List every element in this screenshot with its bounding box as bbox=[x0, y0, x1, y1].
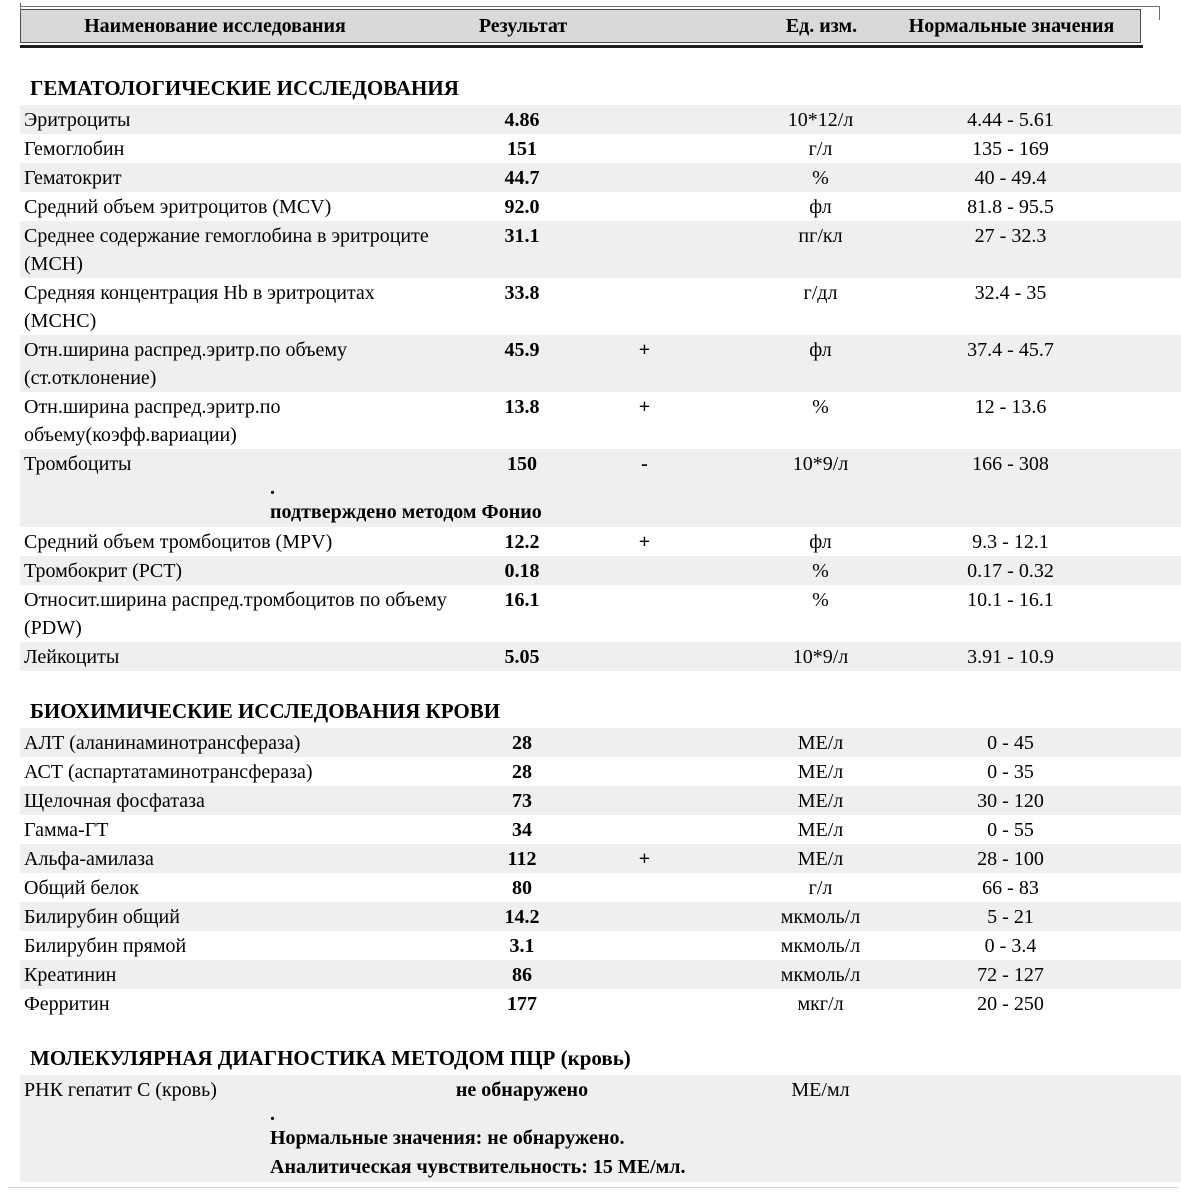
row-range: 20 - 250 bbox=[977, 993, 1044, 1015]
table-row-main bbox=[20, 931, 1141, 960]
row-unit: 10*9/л bbox=[792, 646, 849, 668]
table-top-border bbox=[20, 6, 1160, 7]
table-row bbox=[20, 786, 1181, 815]
column-header-range: Нормальные значения bbox=[908, 14, 1115, 37]
table-row-main bbox=[20, 192, 1141, 221]
column-header-name: Наименование исследования bbox=[84, 14, 346, 37]
table-row-main bbox=[20, 728, 1141, 757]
row-unit: г/л bbox=[808, 877, 833, 899]
row-flag: + bbox=[638, 339, 651, 361]
row-flag: + bbox=[638, 531, 651, 553]
row-name: Гемоглобин bbox=[24, 138, 125, 160]
row-range: 0.17 - 0.32 bbox=[967, 560, 1054, 582]
row-range: 12 - 13.6 bbox=[974, 396, 1047, 418]
row-unit: 10*9/л bbox=[792, 453, 849, 475]
row-result: 0.18 bbox=[504, 560, 540, 582]
row-result: 150 bbox=[507, 453, 537, 475]
row-flag: + bbox=[638, 396, 651, 418]
table-row bbox=[20, 960, 1181, 989]
row-unit: пг/кл bbox=[798, 225, 843, 247]
row-unit: % bbox=[812, 560, 829, 582]
row-range: 28 - 100 bbox=[977, 848, 1044, 870]
row-range: 0 - 45 bbox=[987, 732, 1034, 754]
table-header-row bbox=[20, 9, 1141, 43]
row-name: Среднее содержание гемоглобина в эритроците (MCH) bbox=[24, 225, 429, 275]
row-flag bbox=[592, 192, 697, 221]
row-name: Щелочная фосфатаза bbox=[24, 790, 205, 812]
row-flag bbox=[592, 931, 697, 960]
row-flag bbox=[592, 989, 697, 1018]
row-result: 92.0 bbox=[504, 196, 540, 218]
row-flag bbox=[592, 221, 697, 278]
row-flag bbox=[592, 815, 697, 844]
row-result: 33.8 bbox=[504, 282, 540, 304]
row-unit: г/л bbox=[808, 138, 833, 160]
row-range: 40 - 49.4 bbox=[974, 167, 1047, 189]
row-unit: МЕ/л bbox=[797, 761, 844, 783]
table-row-main bbox=[20, 989, 1141, 1018]
row-name: Ферритин bbox=[24, 993, 110, 1015]
table-row bbox=[20, 902, 1181, 931]
row-range: 81.8 - 95.5 bbox=[967, 196, 1054, 218]
row-unit: МЕ/л bbox=[797, 732, 844, 754]
table-row bbox=[20, 728, 1181, 757]
row-unit: 10*12/л bbox=[787, 109, 854, 131]
row-name: Средний объем тромбоцитов (MPV) bbox=[24, 531, 333, 553]
row-result: 177 bbox=[507, 993, 537, 1015]
table-row-main bbox=[20, 757, 1141, 786]
table-row bbox=[20, 392, 1181, 449]
row-flag bbox=[592, 134, 697, 163]
row-note: Аналитическая чувствительность: 15 МЕ/мл. bbox=[270, 1156, 686, 1178]
table-row-main bbox=[20, 134, 1141, 163]
row-name: Билирубин прямой bbox=[24, 935, 187, 957]
row-range: 4.44 - 5.61 bbox=[967, 109, 1054, 131]
table-row bbox=[20, 989, 1181, 1018]
column-header-unit: Ед. изм. bbox=[785, 14, 858, 37]
row-flag bbox=[592, 556, 697, 585]
row-result: 4.86 bbox=[504, 109, 540, 131]
row-unit: фл bbox=[809, 339, 832, 361]
row-name: Средняя концентрация Hb в эритроцитах (MCHC) bbox=[24, 282, 375, 332]
table-row bbox=[20, 844, 1181, 873]
row-range: 30 - 120 bbox=[977, 790, 1044, 812]
table-row bbox=[20, 335, 1181, 392]
table-row-main bbox=[20, 815, 1141, 844]
row-name: Тромбоциты bbox=[24, 453, 132, 475]
row-range: 27 - 32.3 bbox=[974, 225, 1047, 247]
row-flag bbox=[592, 786, 697, 815]
table-row-main bbox=[20, 278, 1141, 335]
table-row bbox=[20, 278, 1181, 335]
table-row bbox=[20, 931, 1181, 960]
row-flag: + bbox=[638, 848, 651, 870]
row-result: 28 bbox=[512, 761, 532, 783]
table-row bbox=[20, 815, 1181, 844]
column-header-result: Результат bbox=[478, 14, 568, 37]
table-row-main bbox=[20, 960, 1141, 989]
row-flag bbox=[592, 1075, 697, 1104]
table-row bbox=[20, 585, 1181, 642]
row-range: 3.91 - 10.9 bbox=[967, 646, 1054, 668]
row-range: 0 - 3.4 bbox=[984, 935, 1037, 957]
section-rows bbox=[20, 105, 1181, 671]
row-name: Средний объем эритроцитов (MCV) bbox=[24, 196, 332, 218]
row-name: Тромбокрит (PCT) bbox=[24, 560, 183, 582]
row-range: 72 - 127 bbox=[977, 964, 1044, 986]
table-row-main bbox=[20, 335, 1141, 392]
row-result: 34 bbox=[512, 819, 532, 841]
row-name: Гамма-ГТ bbox=[24, 819, 109, 841]
row-unit: % bbox=[812, 396, 829, 418]
row-result: 86 bbox=[512, 964, 532, 986]
table-row-main bbox=[20, 873, 1141, 902]
row-unit: мкг/л bbox=[797, 993, 844, 1015]
row-name: Билирубин общий bbox=[24, 906, 180, 928]
table-row bbox=[20, 757, 1181, 786]
row-unit: % bbox=[812, 167, 829, 189]
row-range: 10.1 - 16.1 bbox=[967, 589, 1054, 611]
row-range bbox=[880, 1075, 1141, 1104]
row-flag bbox=[592, 873, 697, 902]
row-note: . bbox=[270, 477, 275, 499]
row-name: Креатинин bbox=[24, 964, 117, 986]
row-result: не обнаружено bbox=[455, 1079, 589, 1101]
table-row bbox=[20, 556, 1181, 585]
row-result: 16.1 bbox=[504, 589, 540, 611]
table-row bbox=[20, 221, 1181, 278]
row-name: Гематокрит bbox=[24, 167, 122, 189]
row-name: АСТ (аспартатаминотрансфераза) bbox=[24, 761, 313, 783]
row-unit: фл bbox=[809, 531, 832, 553]
row-unit: МЕ/мл bbox=[791, 1079, 850, 1101]
row-flag bbox=[592, 105, 697, 134]
row-note: . bbox=[270, 1103, 275, 1125]
row-unit: г/дл bbox=[803, 282, 838, 304]
row-unit: МЕ/л bbox=[797, 790, 844, 812]
section-title: БИОХИМИЧЕСКИЕ ИССЛЕДОВАНИЯ КРОВИ bbox=[30, 699, 501, 723]
row-flag bbox=[592, 728, 697, 757]
row-range: 166 - 308 bbox=[972, 453, 1049, 475]
row-flag bbox=[592, 757, 697, 786]
row-range: 66 - 83 bbox=[982, 877, 1039, 899]
section-biochemistry bbox=[20, 697, 1181, 1018]
table-row-main bbox=[20, 392, 1141, 449]
row-name: Альфа-амилаза bbox=[24, 848, 154, 870]
table-row bbox=[20, 527, 1181, 556]
row-unit: МЕ/л bbox=[797, 848, 844, 870]
row-unit: МЕ/л bbox=[797, 819, 844, 841]
row-name: Относит.ширина распред.тромбоцитов по объему (PDW) bbox=[24, 589, 447, 639]
table-row-main bbox=[20, 556, 1141, 585]
row-result: 44.7 bbox=[504, 167, 540, 189]
table-row bbox=[20, 163, 1181, 192]
row-flag bbox=[592, 642, 697, 671]
table-row-main bbox=[20, 527, 1141, 556]
section-hematology bbox=[20, 74, 1181, 671]
row-result: 14.2 bbox=[504, 906, 540, 928]
row-name: Эритроциты bbox=[24, 109, 131, 131]
row-flag bbox=[592, 960, 697, 989]
row-flag: - bbox=[641, 453, 648, 475]
table-row bbox=[20, 873, 1181, 902]
row-result: 112 bbox=[507, 848, 537, 870]
row-flag bbox=[592, 902, 697, 931]
section-title: ГЕМАТОЛОГИЧЕСКИЕ ИССЛЕДОВАНИЯ bbox=[30, 76, 459, 100]
row-result: 151 bbox=[507, 138, 537, 160]
row-range: 0 - 35 bbox=[987, 761, 1034, 783]
table-row-main bbox=[20, 221, 1141, 278]
section-title: МОЛЕКУЛЯРНАЯ ДИАГНОСТИКА МЕТОДОМ ПЦР (кровь) bbox=[30, 1046, 631, 1070]
table-row-main bbox=[20, 786, 1141, 815]
table-row-main bbox=[20, 844, 1141, 873]
table-row-main bbox=[20, 1075, 1141, 1104]
row-name: АЛТ (аланинаминотрансфераза) bbox=[24, 732, 301, 754]
table-row-main bbox=[20, 163, 1141, 192]
row-range: 9.3 - 12.1 bbox=[972, 531, 1049, 553]
table-row-main bbox=[20, 585, 1141, 642]
row-range: 135 - 169 bbox=[972, 138, 1049, 160]
table-row bbox=[20, 1075, 1181, 1182]
row-name: Отн.ширина распред.эритр.по объему (ст.отклонение) bbox=[24, 339, 348, 389]
row-flag bbox=[592, 163, 697, 192]
row-range: 37.4 - 45.7 bbox=[967, 339, 1054, 361]
row-range: 0 - 55 bbox=[987, 819, 1034, 841]
table-row bbox=[20, 192, 1181, 221]
row-note: Нормальные значения: не обнаружено. bbox=[270, 1127, 625, 1149]
row-result: 80 bbox=[512, 877, 532, 899]
row-result: 73 bbox=[512, 790, 532, 812]
page-bottom-rule bbox=[8, 1187, 1178, 1188]
table-row bbox=[20, 134, 1181, 163]
row-result: 3.1 bbox=[509, 935, 535, 957]
row-result: 45.9 bbox=[504, 339, 540, 361]
table-row-main bbox=[20, 902, 1141, 931]
table-row bbox=[20, 449, 1181, 527]
row-range: 32.4 - 35 bbox=[974, 282, 1047, 304]
row-name: Отн.ширина распред.эритр.по объему(коэфф.вариации) bbox=[24, 396, 281, 446]
row-flag bbox=[592, 585, 697, 642]
table-row bbox=[20, 105, 1181, 134]
table-row-main bbox=[20, 449, 1141, 478]
row-name: Общий белок bbox=[24, 877, 139, 899]
row-name: Лейкоциты bbox=[24, 646, 120, 668]
row-result: 31.1 bbox=[504, 225, 540, 247]
row-result: 13.8 bbox=[504, 396, 540, 418]
section-pcr bbox=[20, 1044, 1181, 1182]
row-range: 5 - 21 bbox=[987, 906, 1034, 928]
row-result: 5.05 bbox=[504, 646, 540, 668]
table-row-main bbox=[20, 642, 1141, 671]
section-rows bbox=[20, 1075, 1181, 1182]
row-name: РНК гепатит С (кровь) bbox=[24, 1079, 217, 1101]
row-unit: % bbox=[812, 589, 829, 611]
row-result: 28 bbox=[512, 732, 532, 754]
row-unit: мкмоль/л bbox=[780, 906, 861, 928]
row-flag bbox=[592, 278, 697, 335]
table-header-underline bbox=[20, 45, 1143, 48]
row-note: подтверждено методом Фонио bbox=[270, 501, 542, 523]
row-result: 12.2 bbox=[504, 531, 540, 553]
table-row bbox=[20, 642, 1181, 671]
row-unit: мкмоль/л bbox=[780, 935, 861, 957]
row-unit: фл bbox=[809, 196, 832, 218]
table-row-main bbox=[20, 105, 1141, 134]
row-unit: мкмоль/л bbox=[780, 964, 861, 986]
section-rows bbox=[20, 728, 1181, 1018]
